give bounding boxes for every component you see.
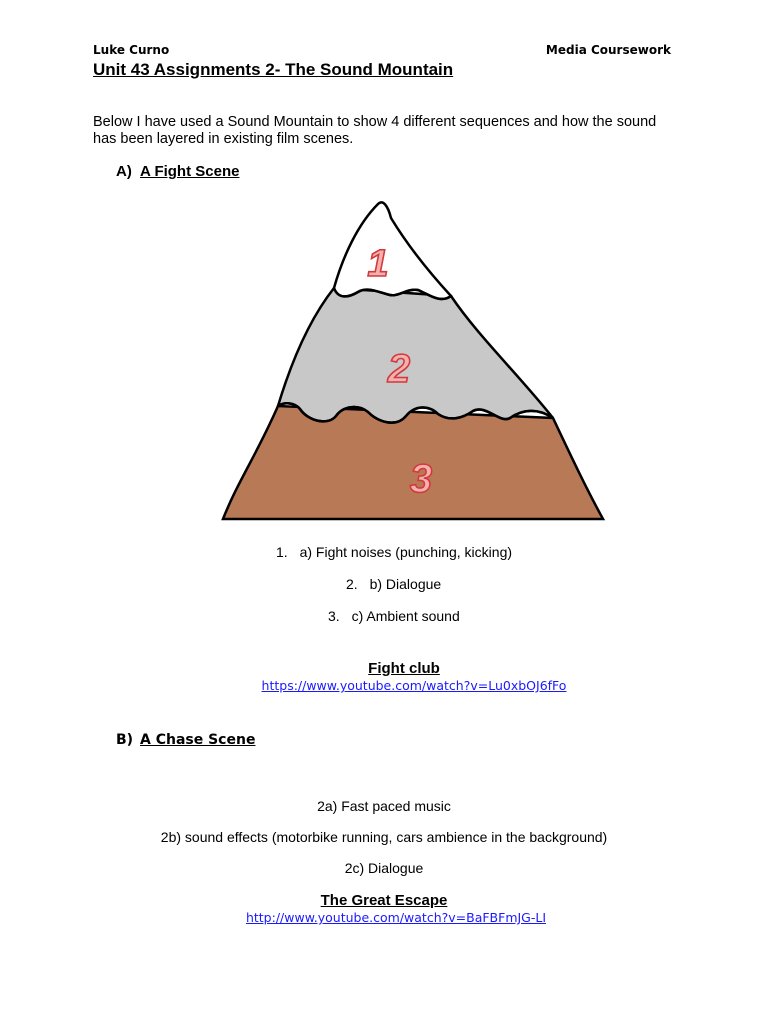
intro-paragraph: Below I have used a Sound Mountain to show 4 different sequences and how the sound has been layered in existing film scenes. bbox=[93, 114, 657, 147]
section-a-title: A Fight Scene bbox=[140, 163, 240, 180]
section-a-letter: A) bbox=[116, 163, 132, 180]
fight-club-link[interactable]: https://www.youtube.com/watch?v=Lu0xbOJ6fFo bbox=[261, 678, 567, 693]
chase-item: 2a) Fast paced music bbox=[317, 798, 451, 814]
list-number: 2. bbox=[346, 576, 358, 592]
mountain-label-3: 3 bbox=[409, 457, 433, 501]
list-text: a) Fight noises (punching, kicking) bbox=[299, 544, 513, 560]
film-title-fight-club: Fight club bbox=[368, 660, 440, 677]
list-number: 1. bbox=[276, 544, 288, 560]
list-text: b) Dialogue bbox=[369, 576, 442, 592]
sound-mountain-diagram bbox=[218, 196, 608, 526]
page-title: Unit 43 Assignments 2- The Sound Mountain bbox=[93, 60, 454, 79]
list-text: c) Ambient sound bbox=[351, 608, 460, 624]
author-name: Luke Curno bbox=[93, 43, 170, 57]
great-escape-link[interactable]: http://www.youtube.com/watch?v=BaFBFmJG-LI bbox=[245, 910, 547, 925]
mountain-label-2: 2 bbox=[387, 347, 411, 391]
list-item bbox=[328, 608, 460, 624]
mountain-layer-1 bbox=[334, 202, 451, 299]
list-item bbox=[346, 576, 441, 592]
section-b-letter: B) bbox=[116, 732, 134, 748]
list-item bbox=[276, 544, 512, 560]
section-b-title: A Chase Scene bbox=[140, 732, 256, 748]
subject-label: Media Coursework bbox=[545, 43, 671, 57]
mountain-label-1: 1 bbox=[367, 243, 389, 285]
chase-item: 2b) sound effects (motorbike running, cars ambience in the background) bbox=[160, 829, 608, 845]
list-number: 3. bbox=[328, 608, 340, 624]
chase-item: 2c) Dialogue bbox=[344, 860, 424, 876]
mountain-layer-2 bbox=[278, 288, 553, 423]
film-title-great-escape: The Great Escape bbox=[320, 892, 448, 909]
